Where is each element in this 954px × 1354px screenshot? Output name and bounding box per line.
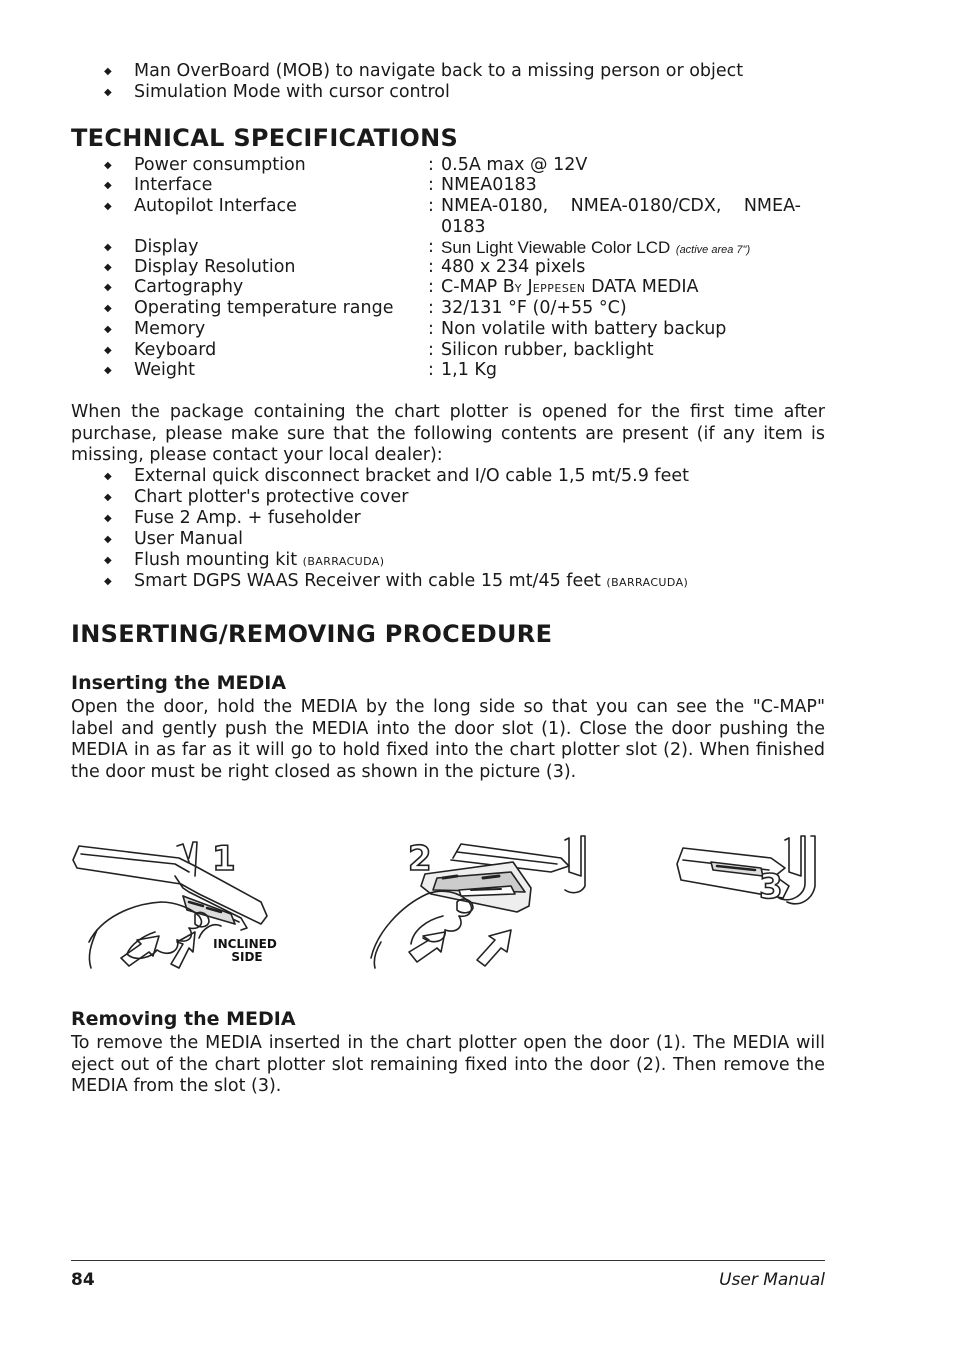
cartography-smallcaps: EPPESEN [532, 282, 586, 295]
step-number-3: 3 [759, 867, 783, 907]
spec-value: Silicon rubber, backlight [441, 340, 654, 360]
step-2-drawing [371, 836, 585, 968]
diamond-bullet-icon: ◆ [104, 534, 112, 545]
spec-colon: : [428, 175, 434, 195]
package-item-text: Fuse 2 Amp. + fuseholder [134, 508, 361, 528]
cartography-part: DATA MEDIA [585, 277, 699, 297]
bullet-item [71, 61, 825, 82]
spec-value: 1,1 Kg [441, 360, 497, 380]
package-item [71, 529, 825, 550]
spec-label: Memory [134, 319, 206, 339]
package-item-text: User Manual [134, 529, 244, 549]
media-insertion-illustration [71, 832, 831, 972]
cartography-smallcaps: Y [514, 282, 522, 295]
spec-value: NMEA-0180, NMEA-0180/CDX, NMEA-0183 [441, 196, 801, 237]
spec-colon: : [428, 298, 434, 318]
diamond-bullet-icon: ◆ [104, 282, 112, 293]
spec-colon: : [428, 196, 434, 216]
footer-divider [71, 1260, 825, 1261]
inclined-label-line2: SIDE [231, 950, 263, 964]
package-item-text [134, 550, 384, 572]
package-item [71, 466, 825, 487]
package-item-text: Chart plotter's protective cover [134, 487, 409, 507]
spec-colon: : [428, 277, 434, 297]
subheading-removing: Removing the MEDIA [71, 1008, 296, 1030]
inserting-paragraph: Open the door, hold the MEDIA by the long side so that you can see the "C-MAP" label and gently push the MEDIA into the door slot (1). Close the door pushing the MEDIA in as far as it will go to hold fixed into the chart plotter slot (2). When finished the door must be right closed as shown in the picture (3). [71, 697, 825, 782]
spec-value: Non volatile with battery backup [441, 319, 727, 339]
package-item-text: External quick disconnect bracket and I/O cable 1,5 mt/5.9 feet [134, 466, 689, 486]
removing-paragraph: To remove the MEDIA inserted in the chart plotter open the door (1). The MEDIA will eject out of the chart plotter slot remaining fixed into the door (2). Then remove the MEDIA from the slot (3). [71, 1033, 825, 1097]
package-intro-paragraph: When the package containing the chart plotter is opened for the first time after purchase, please make sure that the following contents are present (if any item is missing, please contact your local dealer): [71, 402, 825, 466]
step-3-drawing [677, 836, 815, 904]
diamond-bullet-icon: ◆ [104, 180, 112, 191]
spec-value: 480 x 234 pixels [441, 257, 586, 277]
inclined-label-line1: INCLINED [213, 937, 277, 951]
spec-colon: : [428, 340, 434, 360]
diamond-bullet-icon: ◆ [104, 160, 112, 171]
spec-colon: : [428, 319, 434, 339]
bullet-text: Simulation Mode with cursor control [134, 82, 450, 102]
spec-label: Autopilot Interface [134, 196, 297, 216]
spec-label: Weight [134, 360, 195, 380]
diamond-bullet-icon: ◆ [104, 66, 112, 77]
spec-colon: : [428, 155, 434, 175]
diamond-bullet-icon: ◆ [104, 262, 112, 273]
section-heading-technical-specifications: TECHNICAL SPECIFICATIONS [71, 124, 459, 152]
package-item [71, 571, 825, 592]
diamond-bullet-icon: ◆ [104, 365, 112, 376]
diamond-bullet-icon: ◆ [104, 201, 112, 212]
package-item [71, 550, 825, 571]
spec-label: Display [134, 237, 199, 257]
spec-value: NMEA0183 [441, 175, 537, 195]
spec-label: Power consumption [134, 155, 306, 175]
page-number: 84 [71, 1270, 95, 1290]
spec-colon: : [428, 360, 434, 380]
spec-label: Cartography [134, 277, 244, 297]
subheading-inserting: Inserting the MEDIA [71, 672, 287, 694]
cartography-part: J [521, 277, 533, 297]
package-item [71, 508, 825, 529]
diamond-bullet-icon: ◆ [104, 492, 112, 503]
diamond-bullet-icon: ◆ [104, 345, 112, 356]
display-note: (active area 7") [675, 244, 751, 256]
package-item [71, 487, 825, 508]
bullet-text: Man OverBoard (MOB) to navigate back to a missing person or object [134, 61, 744, 81]
step-number-1: 1 [212, 839, 236, 879]
footer-title: User Manual [719, 1270, 825, 1290]
spec-colon: : [428, 237, 434, 257]
diamond-bullet-icon: ◆ [104, 576, 112, 587]
diamond-bullet-icon: ◆ [104, 555, 112, 566]
spec-colon: : [428, 257, 434, 277]
spec-value [441, 277, 799, 299]
diamond-bullet-icon: ◆ [104, 242, 112, 253]
package-item-label: Smart DGPS WAAS Receiver with cable 15 mt/45 feet [134, 571, 601, 591]
diamond-bullet-icon: ◆ [104, 303, 112, 314]
package-item-note: (BARRACUDA) [606, 576, 689, 589]
spec-label: Operating temperature range [134, 298, 394, 318]
bullet-item [71, 82, 825, 103]
spec-value: 32/131 °F (0/+55 °C) [441, 298, 627, 318]
cartography-part: C-MAP B [441, 277, 515, 297]
spec-label: Interface [134, 175, 213, 195]
spec-label: Display Resolution [134, 257, 296, 277]
section-heading-procedure: INSERTING/REMOVING PROCEDURE [71, 620, 553, 648]
package-item-label: Flush mounting kit [134, 550, 298, 570]
package-item-text [134, 571, 688, 593]
diamond-bullet-icon: ◆ [104, 513, 112, 524]
diamond-bullet-icon: ◆ [104, 87, 112, 98]
step-number-2: 2 [408, 839, 432, 879]
diamond-bullet-icon: ◆ [104, 324, 112, 335]
package-item-note: (BARRACUDA) [302, 555, 385, 568]
display-type: Sun Light Viewable Color LCD [441, 238, 671, 257]
diamond-bullet-icon: ◆ [104, 471, 112, 482]
spec-label: Keyboard [134, 340, 217, 360]
spec-value: 0.5A max @ 12V [441, 155, 588, 175]
